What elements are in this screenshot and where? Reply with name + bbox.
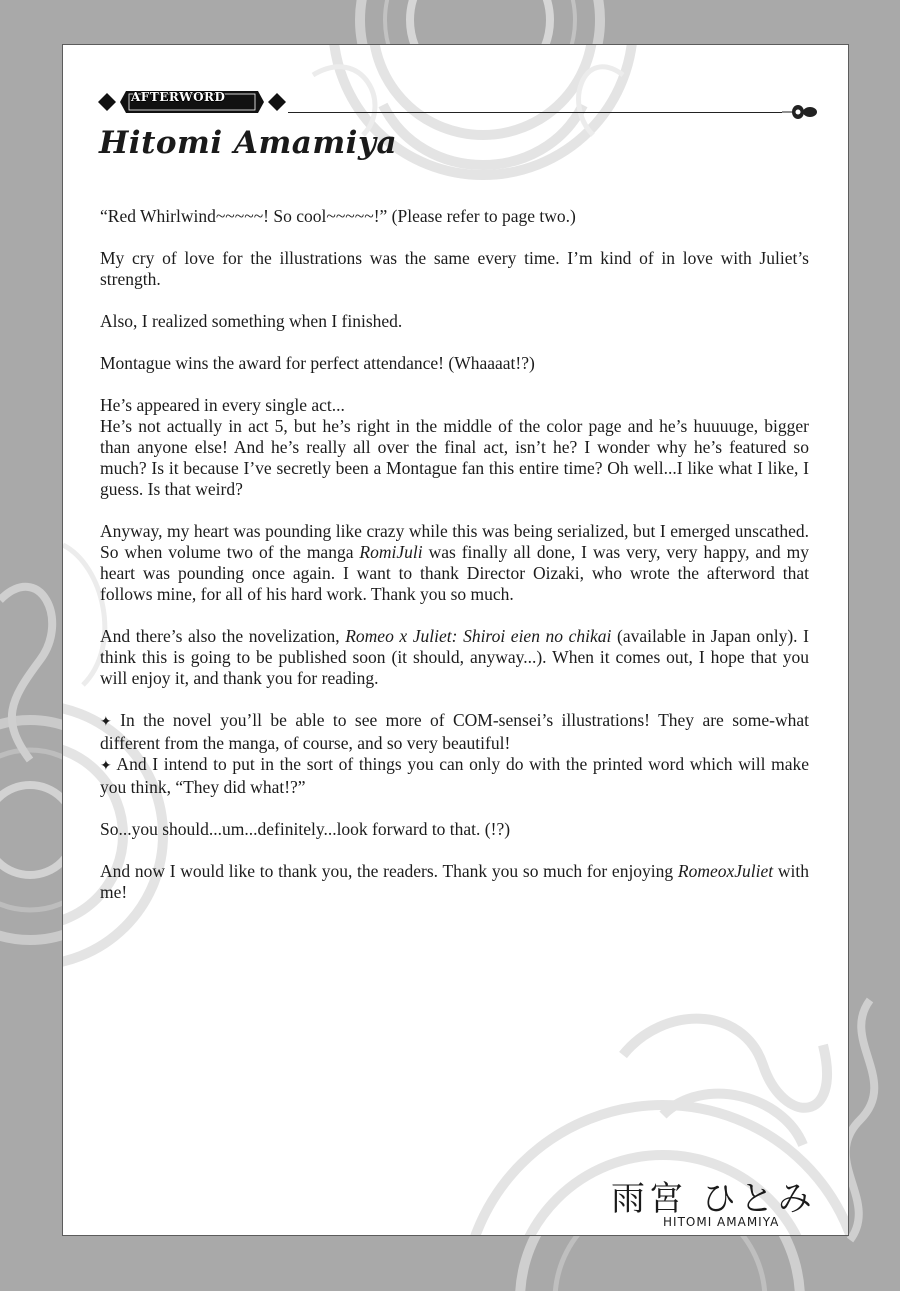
afterword-page [62,44,849,1236]
paragraph: And now I would like to thank you, the readers. Thank you so much for enjoying RomeoxJuliet with me! [100,861,809,902]
paragraph: So...you should...um...definitely...look forward to that. (!?) [100,819,511,839]
rule-end-ornament-icon [782,101,818,123]
section-label: AFTERWORD [131,90,226,104]
section-header [98,83,818,113]
paragraph: “Red Whirlwind~~~~~! So cool~~~~~!” (Please refer to page two.) [100,206,576,226]
signature-romaji: HITOMI AMAMIYA [663,1215,780,1229]
paragraph: And there’s also the novelization, Romeo x Juliet: Shiroi eien no chikai (available in Japan only). I think this is going to be published soon (it should, anyway...). When it comes out, I hope that you will enjoy it, and thank you for reading. [100,626,809,688]
novel-title: Romeo x Juliet: Shiroi eien no chikai [345,626,612,646]
paragraph: He’s not actually in act 5, but he’s right in the middle of the color page and he’s huuuuge, bigger than anyone else! And he’s really all over the final act, isn’t he? I wonder why he’s featured so much? Is it because I’ve secretly been a Montague fan this entire time? Oh well...I like what I like, I guess. Is that weird? [100,416,809,499]
bullet-item: ✦ In the novel you’ll be able to see more of COM-sensei’s illustrations! They are some-what different from the manga, of course, and so very beautiful! [100,710,809,753]
afterword-body [100,206,809,924]
bullet-item: ✦ And I intend to put in the sort of things you can only do with the printed word which will make you think, “They did what!?” [100,754,809,797]
paragraph: My cry of love for the illustrations was the same every time. I’m kind of in love with Juliet’s strength. [100,248,809,289]
series-title: RomeoxJuliet [677,861,774,881]
author-signature [611,1171,841,1229]
header-rule [288,112,782,113]
paragraph: Also, I realized something when I finished. [100,311,403,331]
manga-title: RomiJuli [359,542,423,562]
paragraph: Anyway, my heart was pounding like crazy while this was being serialized, but I emerged unscathed. So when volume two of the manga RomiJuli was finally all done, I was very, very happy, and my heart was pounding once again. I want to thank Director Oizaki, who wrote the afterword that follows mine, for all of his hard work. Thank you so much. [100,521,810,604]
paragraph: He’s appeared in every single act... [100,395,345,415]
bullet-diamond-icon: ✦ [100,759,112,774]
author-title: Hitomi Amamiya [99,125,398,161]
signature-japanese: 雨宮 ひとみ [611,1179,816,1219]
paragraph: Montague wins the award for perfect attendance! (Whaaaat!?) [100,353,535,373]
bullet-diamond-icon: ✦ [100,715,112,730]
